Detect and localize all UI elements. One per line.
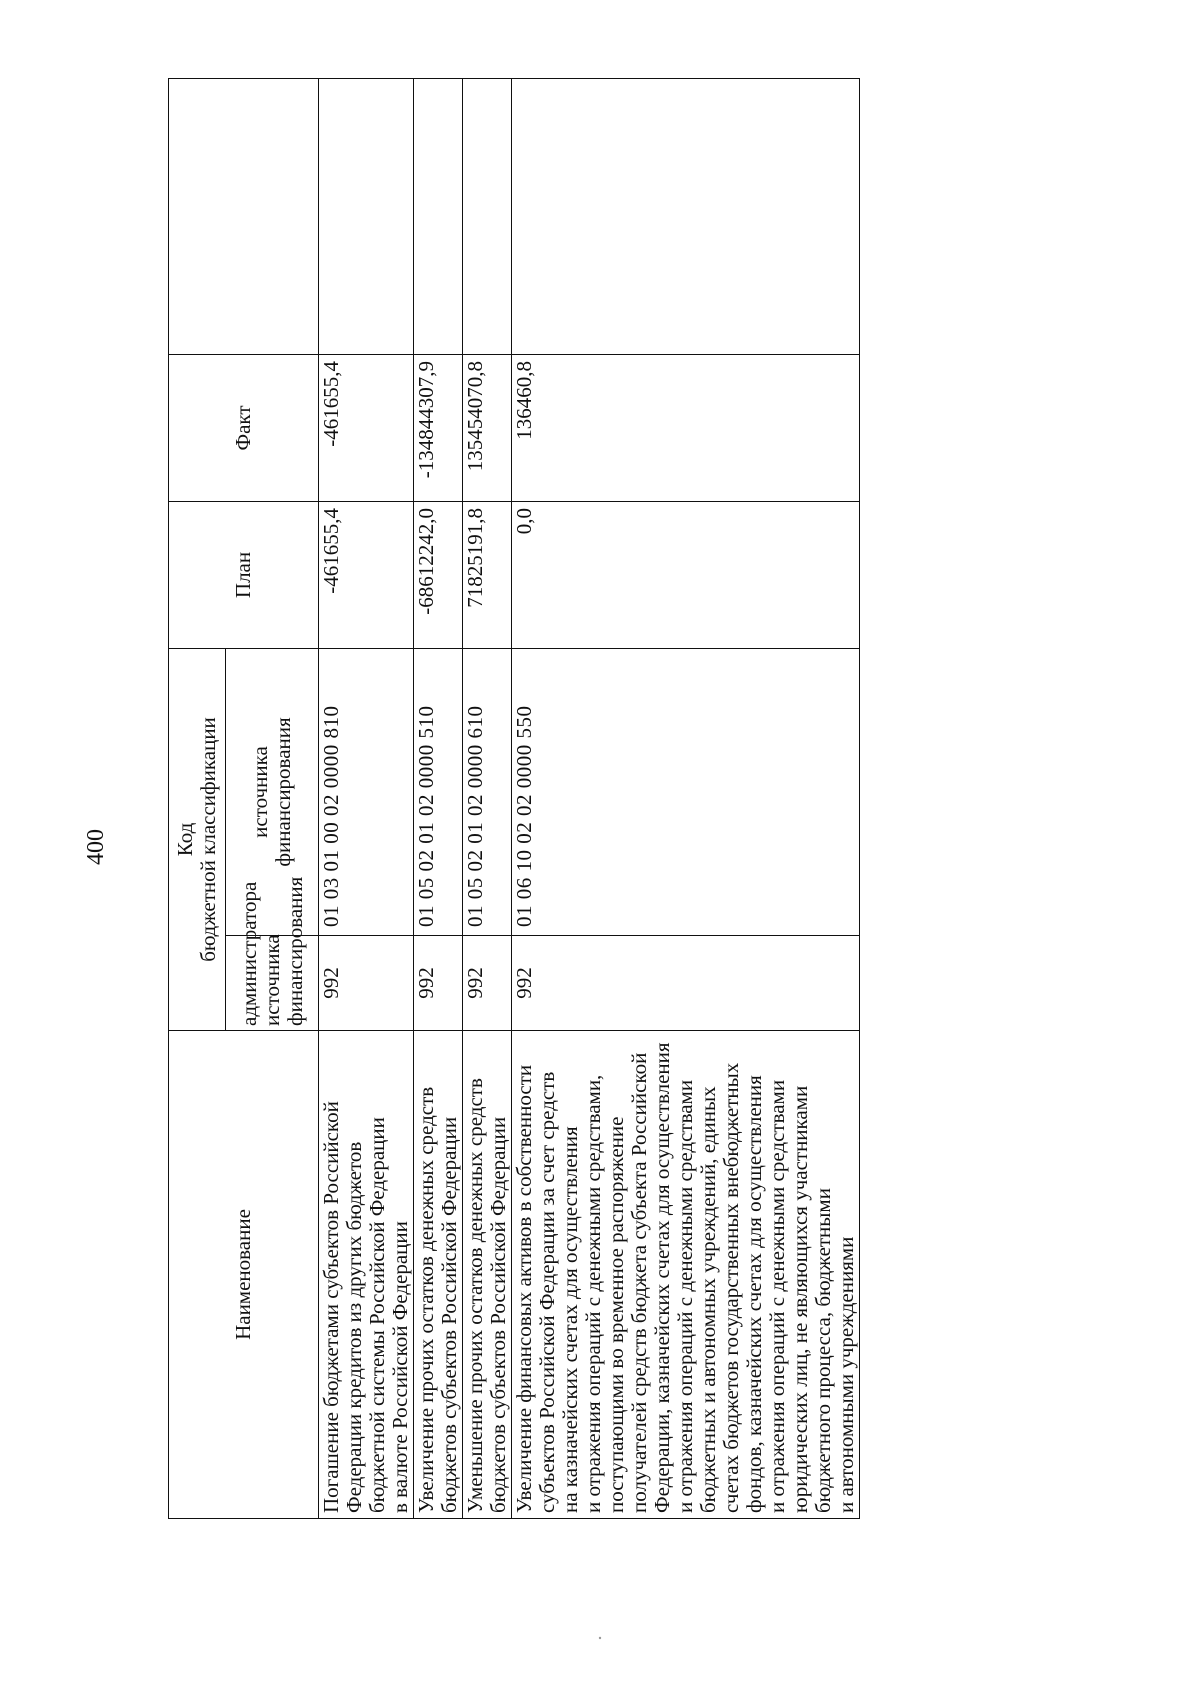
page-number: 400 bbox=[83, 829, 109, 865]
row-admin-cell: 992 bbox=[512, 936, 860, 1031]
scan-dot-mark bbox=[594, 1632, 606, 1644]
row-source-cell: 01 06 10 02 02 0000 550 bbox=[512, 648, 860, 935]
row-source-cell: 01 05 02 01 02 0000 610 bbox=[463, 648, 512, 935]
header-fact: Факт bbox=[169, 354, 319, 501]
header-empty bbox=[169, 78, 319, 354]
row-plan-cell: -461655,4 bbox=[319, 501, 414, 648]
row-name-cell: Уменьшение прочих остатков денежных средств бюджетов субъектов Российской Федерации bbox=[463, 1031, 512, 1519]
header-name: Наименование bbox=[169, 1031, 319, 1519]
row-fact-cell: -134844307,9 bbox=[414, 354, 463, 501]
table-row bbox=[319, 78, 414, 1518]
row-source-cell: 01 05 02 01 02 0000 510 bbox=[414, 648, 463, 935]
row-admin-cell: 992 bbox=[463, 936, 512, 1031]
table-row bbox=[414, 78, 463, 1518]
row-source-cell: 01 03 01 00 02 0000 810 bbox=[319, 648, 414, 935]
header-code-group: Код бюджетной классификации bbox=[169, 648, 226, 1030]
row-admin-cell: 992 bbox=[414, 936, 463, 1031]
row-empty-cell bbox=[512, 78, 860, 354]
rotated-table-sheet bbox=[168, 79, 1030, 1519]
budget-sources-table bbox=[168, 78, 860, 1519]
table-row bbox=[463, 78, 512, 1518]
row-fact-cell: 135454070,8 bbox=[463, 354, 512, 501]
header-source: источника финансирования bbox=[226, 648, 319, 935]
row-name-cell: Увеличение финансовых активов в собственности субъектов Российской Федерации за счет средств на казначейских счетах для осуществления и отражения операций с денежными средствами, поступающими во временное распоряжение получателей средств бюджета субъекта Российской Федерации, казначейских счетах для осуществления и отражения операций с денежными средствами бюджетных и автономных учреждений, единых счетах бюджетов государственных внебюджетных фондов, казначейских счетах для осуществления и отражения операций с денежными средствами юридических лиц, не являющихся участниками бюджетного процесса, бюджетными и автономными учреждениями bbox=[512, 1031, 860, 1519]
row-fact-cell: -461655,4 bbox=[319, 354, 414, 501]
row-plan-cell: -68612242,0 bbox=[414, 501, 463, 648]
row-name-cell: Увеличение прочих остатков денежных средств бюджетов субъектов Российской Федерации bbox=[414, 1031, 463, 1519]
row-plan-cell: 0,0 bbox=[512, 501, 860, 648]
row-empty-cell bbox=[319, 78, 414, 354]
row-plan-cell: 71825191,8 bbox=[463, 501, 512, 648]
table-row bbox=[512, 78, 860, 1518]
row-fact-cell: 136460,8 bbox=[512, 354, 860, 501]
row-admin-cell: 992 bbox=[319, 936, 414, 1031]
header-plan: План bbox=[169, 501, 319, 648]
row-empty-cell bbox=[463, 78, 512, 354]
row-name-cell: Погашение бюджетами субъектов Российской Федерации кредитов из других бюджетов бюджетной системы Российской Федерации в валюте Российской Федерации bbox=[319, 1031, 414, 1519]
row-empty-cell bbox=[414, 78, 463, 354]
header-admin: администратора источника финансирования bbox=[226, 936, 319, 1031]
